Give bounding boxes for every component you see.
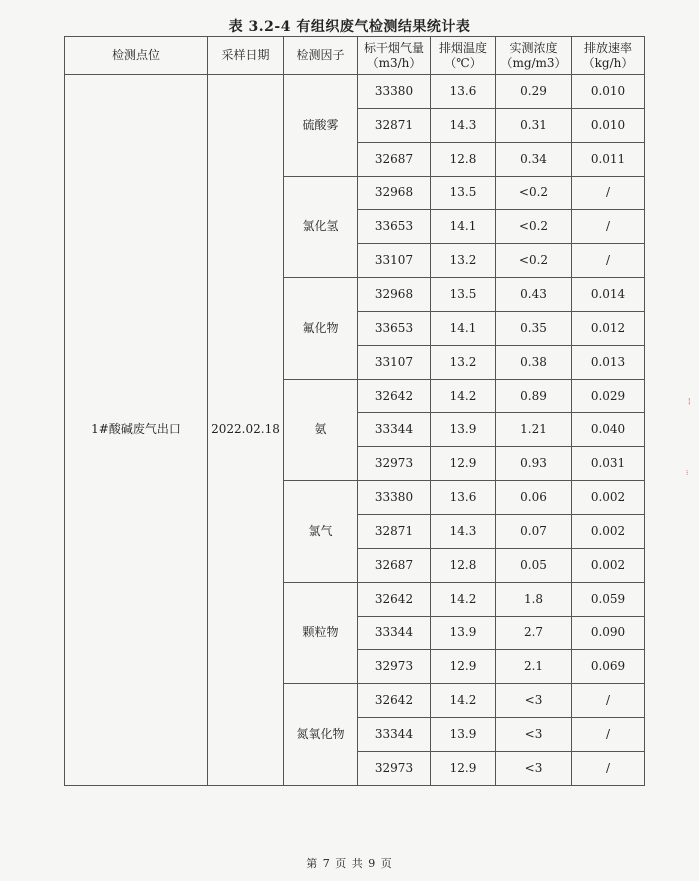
rate-cell: /: [572, 751, 645, 785]
temp-cell: 14.1: [431, 311, 496, 345]
flow-cell: 32968: [358, 278, 431, 312]
temp-cell: 13.5: [431, 176, 496, 210]
header-rate-line1: 排放速率: [583, 40, 632, 55]
flow-cell: 33344: [358, 413, 431, 447]
flow-cell: 32687: [358, 142, 431, 176]
flow-cell: 33653: [358, 311, 431, 345]
temp-cell: 12.8: [431, 142, 496, 176]
flow-cell: 33107: [358, 244, 431, 278]
conc-cell: 0.06: [496, 481, 572, 515]
header-row: [65, 37, 645, 75]
rate-cell: 0.014: [572, 278, 645, 312]
header-flow-line1: 标干烟气量: [363, 40, 424, 55]
table-row: [65, 75, 645, 109]
factor-cell: 颗粒物: [284, 582, 358, 684]
conc-cell: 2.7: [496, 616, 572, 650]
table-title: 表 3.2-4 有组织废气检测结果统计表: [228, 19, 471, 35]
flow-cell: 32973: [358, 650, 431, 684]
rate-cell: 0.031: [572, 447, 645, 481]
flow-cell: 32687: [358, 548, 431, 582]
flow-cell: 33380: [358, 481, 431, 515]
temp-cell: 13.9: [431, 718, 496, 752]
rate-cell: /: [572, 244, 645, 278]
temp-cell: 12.9: [431, 447, 496, 481]
conc-cell: 0.38: [496, 345, 572, 379]
conc-cell: <0.2: [496, 244, 572, 278]
rate-cell: 0.012: [572, 311, 645, 345]
factor-cell: 氯化氢: [284, 176, 358, 278]
conc-cell: 0.35: [496, 311, 572, 345]
flow-cell: 32642: [358, 684, 431, 718]
conc-cell: 0.89: [496, 379, 572, 413]
rate-cell: /: [572, 684, 645, 718]
conc-cell: 0.34: [496, 142, 572, 176]
header-temp: [431, 37, 496, 75]
flow-cell: 32871: [358, 108, 431, 142]
temp-cell: 12.9: [431, 650, 496, 684]
temp-cell: 14.1: [431, 210, 496, 244]
rate-cell: 0.013: [572, 345, 645, 379]
header-rate: [572, 37, 645, 75]
factor-cell: 氟化物: [284, 278, 358, 380]
location-cell: 1#酸碱废气出口: [65, 75, 208, 786]
temp-cell: 14.3: [431, 108, 496, 142]
header-temp-line2: （℃）: [444, 55, 482, 70]
temp-cell: 13.9: [431, 413, 496, 447]
conc-cell: 2.1: [496, 650, 572, 684]
conc-cell: 0.43: [496, 278, 572, 312]
temp-cell: 14.2: [431, 379, 496, 413]
header-conc-line2: （mg/m3）: [500, 55, 567, 70]
margin-mark: ⁝: [686, 469, 689, 477]
rate-cell: 0.002: [572, 481, 645, 515]
rate-cell: 0.010: [572, 108, 645, 142]
header-factor: 检测因子: [284, 37, 358, 75]
temp-cell: 12.9: [431, 751, 496, 785]
factor-cell: 氮氧化物: [284, 684, 358, 786]
conc-cell: 0.31: [496, 108, 572, 142]
flow-cell: 32968: [358, 176, 431, 210]
temp-cell: 13.9: [431, 616, 496, 650]
conc-cell: <0.2: [496, 210, 572, 244]
flow-cell: 32973: [358, 447, 431, 481]
flow-cell: 32973: [358, 751, 431, 785]
header-temp-line1: 排烟温度: [438, 40, 487, 55]
rate-cell: 0.010: [572, 75, 645, 109]
rate-cell: /: [572, 176, 645, 210]
factor-cell: 氯气: [284, 481, 358, 583]
temp-cell: 13.6: [431, 481, 496, 515]
conc-cell: <0.2: [496, 176, 572, 210]
rate-cell: 0.029: [572, 379, 645, 413]
temp-cell: 12.8: [431, 548, 496, 582]
conc-cell: 0.07: [496, 514, 572, 548]
rate-cell: 0.002: [572, 514, 645, 548]
flow-cell: 33380: [358, 75, 431, 109]
conc-cell: 1.8: [496, 582, 572, 616]
rate-cell: 0.059: [572, 582, 645, 616]
margin-mark: ¦: [688, 397, 691, 405]
temp-cell: 13.2: [431, 244, 496, 278]
rate-cell: 0.011: [572, 142, 645, 176]
temp-cell: 14.3: [431, 514, 496, 548]
header-date: 采样日期: [208, 37, 284, 75]
date-cell: 2022.02.18: [208, 75, 284, 786]
rate-cell: 0.002: [572, 548, 645, 582]
temp-cell: 14.2: [431, 582, 496, 616]
rate-cell: 0.090: [572, 616, 645, 650]
page-footer: 第 7 页 共 9 页: [306, 857, 393, 870]
flow-cell: 33653: [358, 210, 431, 244]
temp-cell: 13.5: [431, 278, 496, 312]
temp-cell: 14.2: [431, 684, 496, 718]
rate-cell: /: [572, 718, 645, 752]
conc-cell: <3: [496, 718, 572, 752]
header-rate-line2: （kg/h）: [582, 55, 634, 70]
conc-cell: <3: [496, 751, 572, 785]
conc-cell: 1.21: [496, 413, 572, 447]
header-conc-line1: 实测浓度: [509, 40, 558, 55]
flow-cell: 32642: [358, 379, 431, 413]
results-table: [64, 36, 645, 786]
conc-cell: <3: [496, 684, 572, 718]
flow-cell: 32642: [358, 582, 431, 616]
header-flow: [358, 37, 431, 75]
conc-cell: 0.05: [496, 548, 572, 582]
temp-cell: 13.2: [431, 345, 496, 379]
flow-cell: 33107: [358, 345, 431, 379]
factor-cell: 硫酸雾: [284, 75, 358, 177]
header-flow-line2: （m3/h）: [366, 55, 422, 70]
temp-cell: 13.6: [431, 75, 496, 109]
conc-cell: 0.93: [496, 447, 572, 481]
rate-cell: 0.069: [572, 650, 645, 684]
rate-cell: /: [572, 210, 645, 244]
flow-cell: 33344: [358, 718, 431, 752]
factor-cell: 氨: [284, 379, 358, 481]
header-location: 检测点位: [65, 37, 208, 75]
rate-cell: 0.040: [572, 413, 645, 447]
conc-cell: 0.29: [496, 75, 572, 109]
header-conc: [496, 37, 572, 75]
flow-cell: 32871: [358, 514, 431, 548]
flow-cell: 33344: [358, 616, 431, 650]
